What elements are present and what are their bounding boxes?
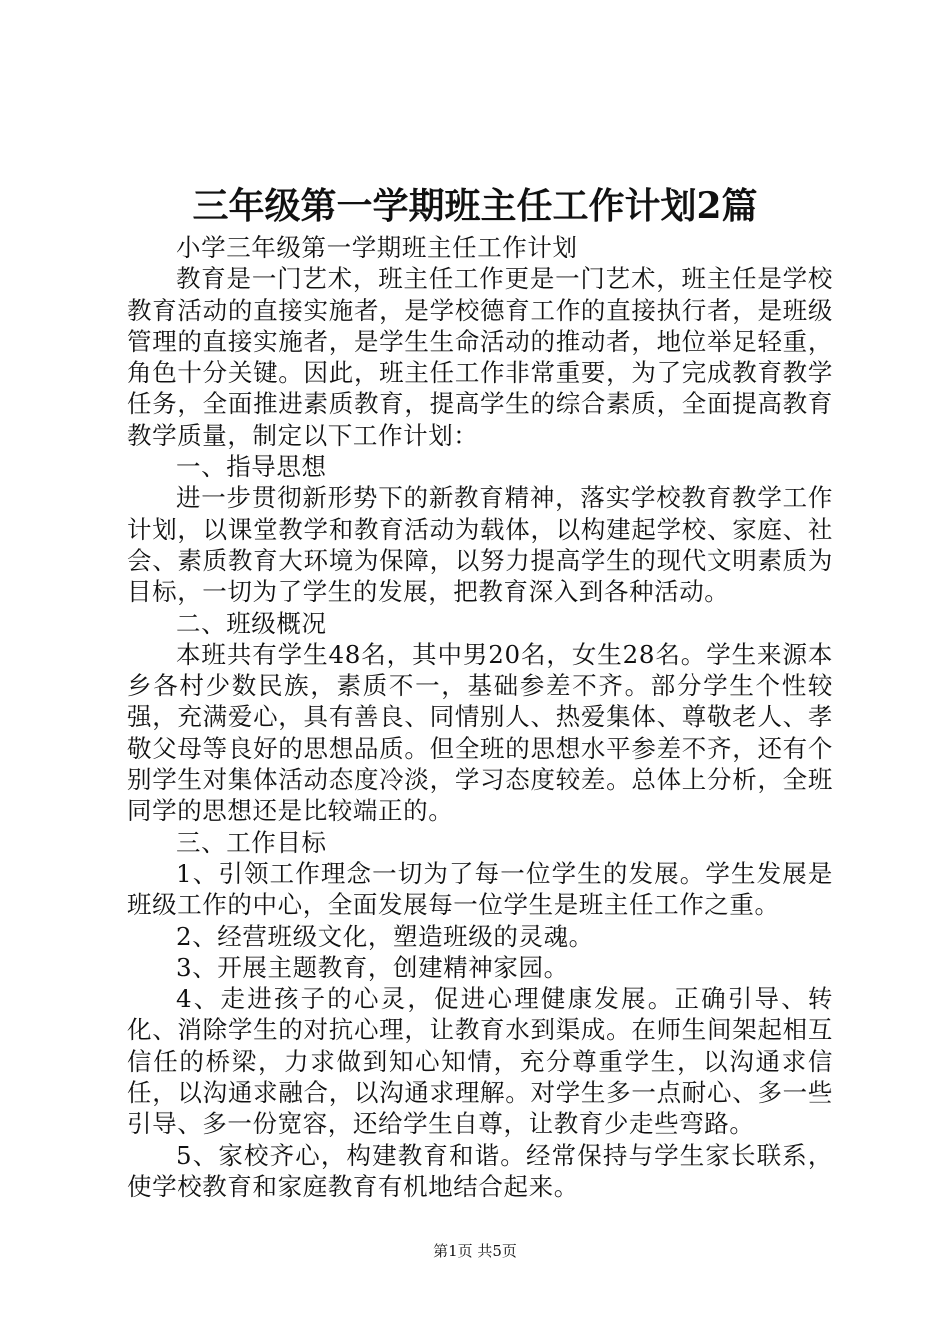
- document-subtitle: 小学三年级第一学期班主任工作计划: [176, 233, 578, 262]
- goal-item-2: 2、经营班级文化，塑造班级的灵魂。: [176, 921, 594, 951]
- goal-item-5: 5、家校齐心，构建教育和谐。经常保持与学生家长联系，使学校教育和家庭教育有机地结合起来。: [127, 1140, 833, 1201]
- paragraph-intro: 教育是一门艺术，班主任工作更是一门艺术，班主任是学校教育活动的直接实施者，是学校德育工作的直接执行者，是班级管理的直接实施者，是学生生命活动的推动者，地位举足轻重，角色十分关键。因此，班主任工作非常重要，为了完成教育教学任务，全面推进素质教育，提高学生的综合素质，全面提高教育教学质量，制定以下工作计划：: [127, 264, 833, 450]
- goal-item-1: 1、引领工作理念一切为了每一位学生的发展。学生发展是班级工作的中心，全面发展每一位学生是班主任工作之重。: [127, 858, 833, 920]
- section-heading-class-overview: 二、班级概况: [176, 608, 327, 638]
- paragraph-guiding-thought: 进一步贯彻新形势下的新教育精神，落实学校教育教学工作计划，以课堂教学和教育活动为载体，以构建起学校、家庭、社会、素质教育大环境为保障，以努力提高学生的现代文明素质为目标，一切为了学生的发展，把教育深入到各种活动。: [127, 483, 833, 607]
- section-heading-work-goals: 三、工作目标: [176, 827, 327, 857]
- document-title: 三年级第一学期班主任工作计划2篇: [192, 185, 758, 227]
- section-heading-guiding-thought: 一、指导思想: [176, 452, 327, 482]
- goal-item-3: 3、开展主题教育，创建精神家园。: [176, 952, 569, 982]
- page-number-footer: 第1页 共5页: [433, 1242, 517, 1260]
- goal-item-4: 4、走进孩子的心灵，促进心理健康发展。正确引导、转化、消除学生的对抗心理，让教育水到渠成。在师生间架起相互信任的桥梁，力求做到知心知情，充分尊重学生，以沟通求信任，以沟通求融合，以沟通求理解。对学生多一点耐心、多一些引导、多一份宽容，还给学生自尊，让教育少走些弯路。: [127, 984, 833, 1139]
- paragraph-class-overview: 本班共有学生48名，其中男20名，女生28名。学生来源本乡各村少数民族，素质不一，基础参差不齐。部分学生个性较强，充满爱心，具有善良、同情别人、热爱集体、尊敬老人、孝敬父母等良好的思想品质。但全班的思想水平参差不齐，还有个别学生对集体活动态度冷淡，学习态度较差。总体上分析，全班同学的思想还是比较端正的。: [127, 639, 833, 826]
- document-body: [127, 232, 833, 1202]
